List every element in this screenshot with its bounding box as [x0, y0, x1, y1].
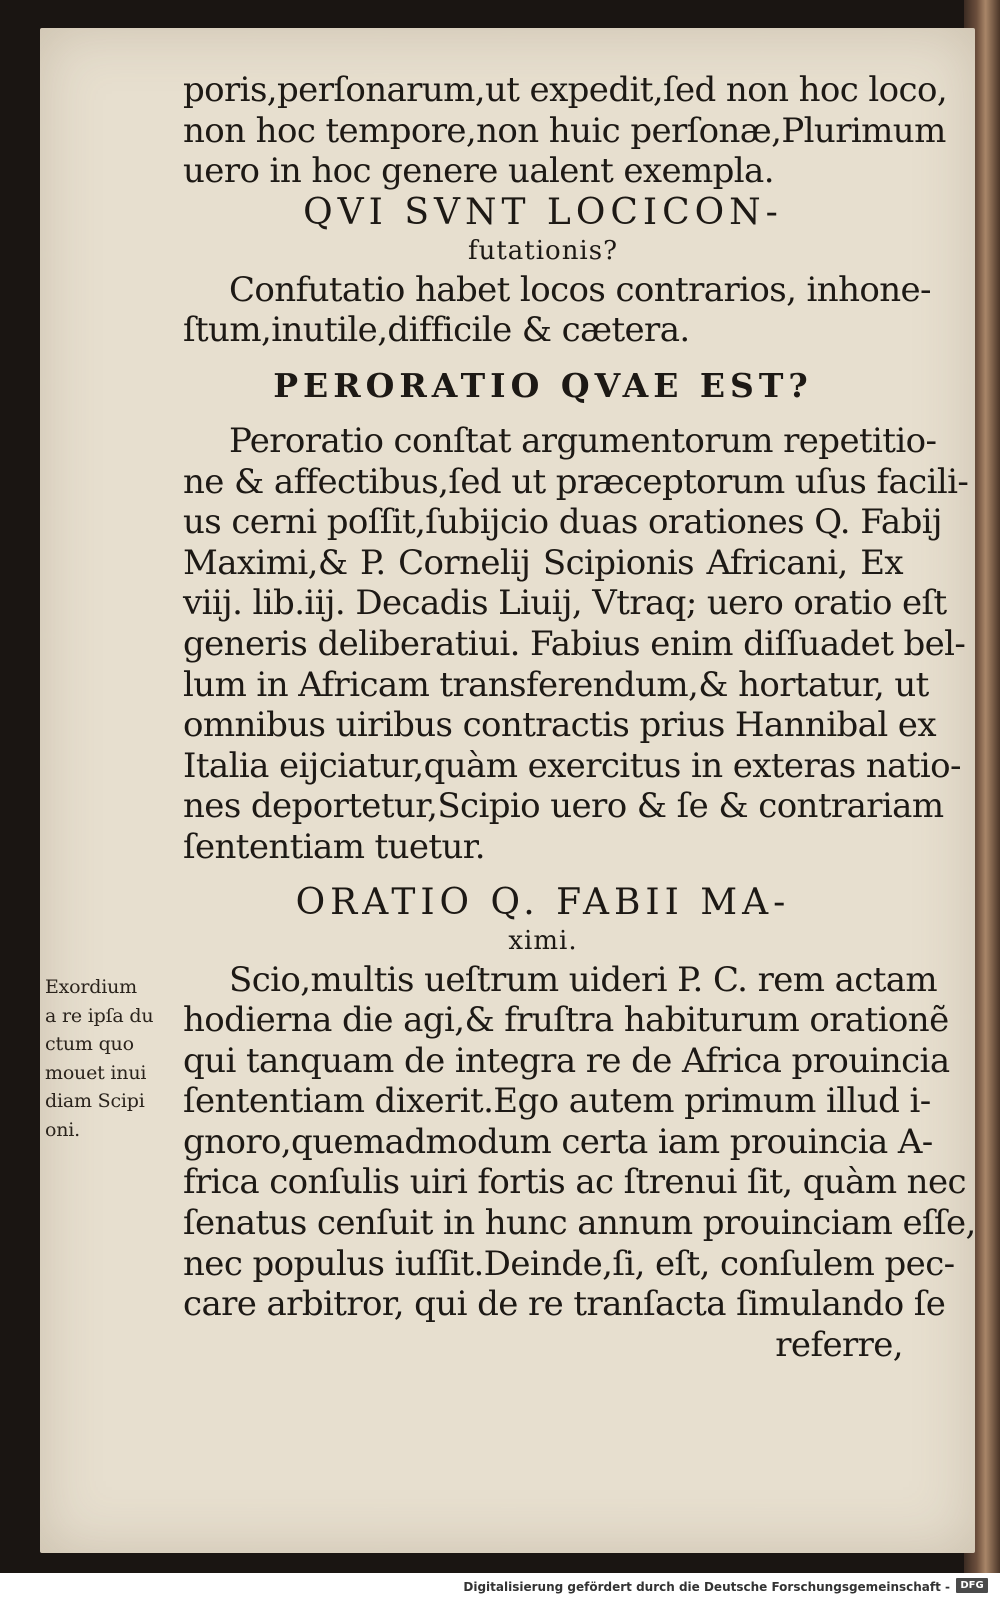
text-line: Maximi,& P. Cornelij Scipionis Africani, Ex [183, 542, 903, 583]
text-line: omnibus uiribus contractis prius Hannibal ex [183, 705, 936, 746]
text-line: non hoc tempore,non huic perſonæ,Plurimum [183, 110, 946, 151]
footer-credit: Digitalisierung gefördert durch die Deutsche Forschungsgemeinschaft - [463, 1580, 950, 1594]
dfg-logo: DFG [956, 1578, 988, 1593]
text-line: lum in Africam transferendum,& hortatur, ut [183, 664, 929, 705]
text-line: frica conſulis uiri fortis ac ſtrenui ſit, quàm nec [183, 1162, 966, 1203]
margin-note-line: Exordium [45, 976, 137, 998]
catchword: referre, [775, 1324, 903, 1365]
text-line: care arbitror, qui de re tranſacta ſimulando ſe [183, 1284, 946, 1325]
digitization-footer [0, 1573, 1000, 1599]
text-line: ſententiam dixerit.Ego autem primum illud i- [183, 1081, 931, 1122]
text-line: poris,perſonarum,ut expedit,ſed non hoc loco, [183, 70, 948, 110]
text-line: Italia eijciatur,quàm exercitus in exteras natio- [183, 745, 961, 786]
section-heading: PERORATIO QVAE EST? [273, 365, 813, 405]
text-line: ſtum,inutile,difficile & cætera. [183, 310, 690, 351]
text-line: nec populus iuſſit.Deinde,ſi, eſt, conſulem pec- [183, 1243, 955, 1284]
text-line: nes deportetur,Scipio uero & ſe & contrariam [183, 786, 944, 827]
margin-note-line: diam Scipi [45, 1090, 145, 1112]
text-line: ſenatus cenſuit in hunc annum prouinciam eſſe, [183, 1203, 976, 1244]
text-line: hodierna die agi,& fruſtra habiturum orationẽ [183, 1000, 949, 1041]
text-line: ſententiam tuetur. [183, 826, 485, 867]
margin-note-line: ctum quo [45, 1033, 134, 1055]
margin-note-line: oni. [45, 1118, 80, 1141]
margin-note-line: a re ipſa du [45, 1004, 154, 1027]
book-page [40, 28, 975, 1553]
section-heading-continuation: futationis? [467, 235, 619, 266]
text-line: viij. lib.iij. Decadis Liuij, Vtraq; uero oratio eſt [183, 583, 947, 624]
margin-note-line: mouet inui [45, 1061, 147, 1084]
section-heading-continuation: ximi. [508, 925, 578, 956]
text-line: us cerni poſſit,ſubijcio duas orationes Q. Fabij [183, 502, 942, 543]
section-heading: ORATIO Q. FABII MA- [295, 881, 791, 923]
text-line: ne & affectibus,ſed ut præceptorum uſus facili- [183, 461, 969, 502]
text-line: uero in hoc genere ualent exempla. [183, 151, 774, 192]
margin-note [45, 973, 175, 1144]
text-line: gnoro,quemadmodum certa iam prouincia A- [183, 1121, 933, 1162]
text-line: generis deliberatiui. Fabius enim diſſuadet bel- [183, 623, 966, 664]
text-line: qui tanquam de integra re de Africa prouincia [183, 1040, 950, 1081]
text-line: Scio,multis ueſtrum uideri P. C. rem actam [229, 959, 938, 1000]
text-line: Peroratio conſtat argumentorum repetitio- [229, 420, 937, 461]
main-text-block [183, 70, 976, 1365]
text-line: Confutatio habet locos contrarios, inhone- [229, 269, 931, 310]
section-heading: QVI SVNT LOCICON- [303, 191, 783, 233]
